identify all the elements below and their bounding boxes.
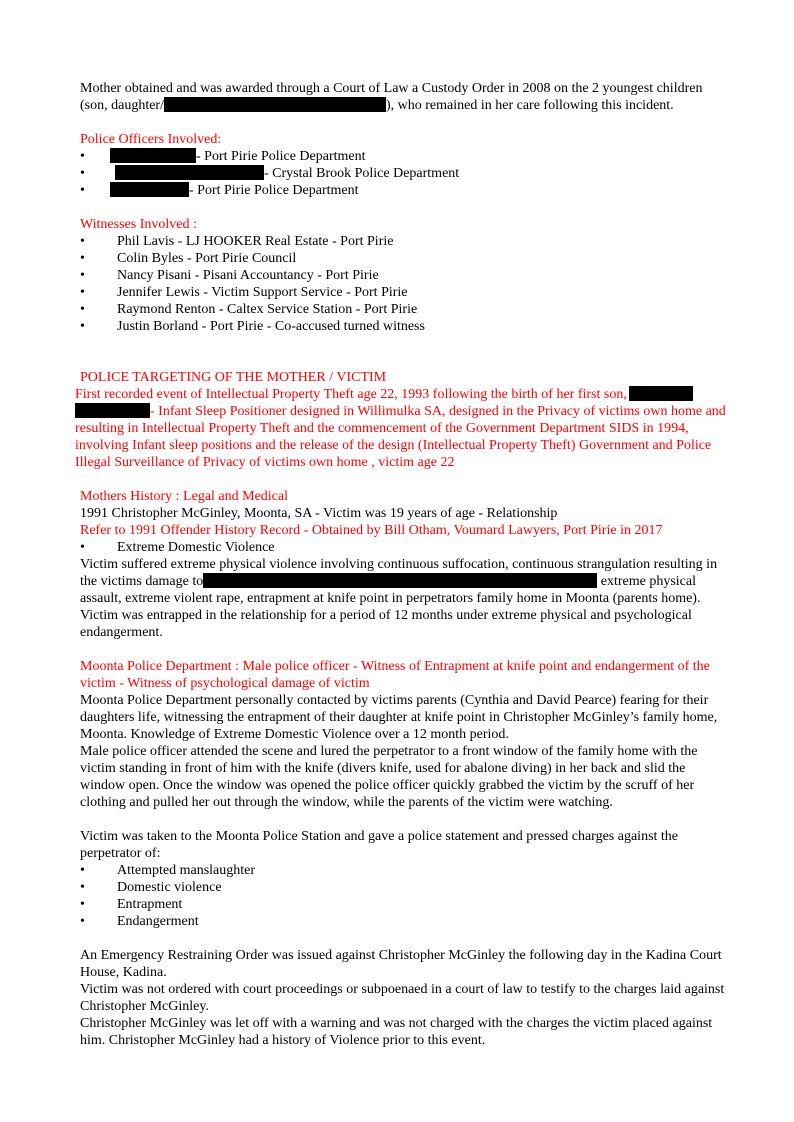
redaction-bar [203,573,597,588]
redaction-bar [629,386,693,401]
targeting-paragraph [75,386,728,471]
targeting-text-end: - Infant Sleep Positioner designed in Willimulka SA, designed in the Privacy of victims own home and resulting in Intellectual Property Theft and the commencement of the Government Department SIDS in 1994, involving Infant sleep positions and the release of the design (Intellectual Property Theft) Government and Police Illegal Surveillance of Privacy of victims own home , victim age 22 [75,404,726,470]
officers-heading: Police Officers Involved: [80,132,222,147]
charge-item [80,862,726,879]
document-page [75,80,726,1049]
bullet-icon: • [80,540,85,555]
history-text: Victim suffered extreme physical violence involving continuous suffocation, continuous strangulation resulting in the victims damage to [80,557,718,589]
history-heading: Mothers History : Legal and Medical [80,489,289,504]
witnesses-list [80,233,726,335]
witness-text: Phil Lavis - LJ HOOKER Real Estate - Port Pirie [117,234,394,249]
moonta-heading: Moonta Police Department : Male police officer - Witness of Entrapment at knife point and endangerment of the victim - Witness of psychological damage of victim [80,659,710,691]
redaction-bar [110,148,196,163]
bullet-icon: • [80,880,85,895]
officer-item [80,182,726,199]
targeting-text: First recorded event of Intellectual Property Theft age 22, 1993 following the birth of her first son, [75,387,627,402]
moonta-paragraph: Victim was taken to the Moonta Police Station and gave a police statement and pressed charges against the perpetrator of: [80,829,679,861]
bullet-icon: • [80,149,85,164]
officer-department: - Crystal Brook Police Department [264,166,460,181]
redaction-bar [164,97,386,112]
charge-text: Entrapment [117,897,183,912]
witness-text: Jennifer Lewis - Victim Support Service - Port Pirie [117,285,408,300]
charge-text: Endangerment [117,914,199,929]
custody-text-end: ), who remained in her care following this incident. [385,98,674,113]
bullet-icon: • [80,897,85,912]
witness-item [80,318,726,335]
custody-paragraph [80,80,726,114]
charge-item [80,896,726,913]
bullet-icon: • [80,863,85,878]
witness-item [80,233,726,250]
history-text-end: extreme physical assault, extreme violent rape, entrapment at knife point in perpetrators family home in Moonta (parents home). Victim was entrapped in the relationship for a period of 12 months under extreme physical and psychological endangerment. [80,574,701,640]
bullet-icon: • [80,183,85,198]
charges-list [80,862,726,930]
moonta-paragraph: Victim was not ordered with court proceedings or subpoenaed in a court of law to testify to the charges laid against Christopher McGinley. [80,982,725,1014]
history-list [80,539,726,556]
bullet-icon: • [80,251,85,266]
witnesses-heading: Witnesses Involved : [80,217,197,232]
moonta-paragraph: Christopher McGinley was let off with a warning and was not charged with the charges the victim placed against him. Christopher McGinley had a history of Violence prior to this event. [80,1016,713,1048]
charge-item [80,913,726,930]
witness-text: Nancy Pisani - Pisani Accountancy - Port Pirie [117,268,379,283]
redaction-bar [115,165,264,180]
bullet-icon: • [80,268,85,283]
witness-item [80,301,726,318]
redaction-bar [75,403,150,418]
witness-item [80,267,726,284]
bullet-icon: • [80,302,85,317]
custody-text: Mother obtained and was awarded through a Court of Law a Custody Order in 2008 on the 2 youngest children (son, daughter/ [80,81,703,113]
officer-item [80,148,726,165]
history-reference: Refer to 1991 Offender History Record - Obtained by Bill Otham, Voumard Lawyers, Port Pirie in 2017 [80,523,663,538]
bullet-icon: • [80,234,85,249]
officer-department: - Port Pirie Police Department [189,183,359,198]
history-paragraph [80,556,726,641]
charge-text: Attempted manslaughter [117,863,256,878]
moonta-paragraph: Moonta Police Department personally contacted by victims parents (Cynthia and David Pearce) fearing for their daughters life, witnessing the entrapment of their daughter at knife point in Christopher McGinley’s family home, Moonta. Knowledge of Extreme Domestic Violence over a 12 month period. [80,693,718,742]
history-item [80,539,726,556]
officer-item [80,165,726,182]
history-bullet-text: Extreme Domestic Violence [117,540,275,555]
officer-department: - Port Pirie Police Department [196,149,366,164]
charge-text: Domestic violence [117,880,222,895]
targeting-heading: POLICE TARGETING OF THE MOTHER / VICTIM [80,370,387,385]
moonta-paragraph: An Emergency Restraining Order was issued against Christopher McGinley the following day in the Kadina Court House, Kadina. [80,948,722,980]
moonta-paragraph: Male police officer attended the scene and lured the perpetrator to a front window of the family home with the victim standing in front of him with the knife (divers knife, used for abalone diving) in her back and slid the window open. Once the window was opened the police officer quickly grabbed the victim by the scruff of her clothing and pulled her out through the window, while the parents of the victim were watching. [80,744,698,810]
redaction-bar [110,182,189,197]
witness-item [80,250,726,267]
officers-list [80,148,726,199]
bullet-icon: • [80,166,85,181]
bullet-icon: • [80,285,85,300]
bullet-icon: • [80,914,85,929]
bullet-icon: • [80,319,85,334]
history-line: 1991 Christopher McGinley, Moonta, SA - Victim was 19 years of age - Relationship [80,506,558,521]
witness-item [80,284,726,301]
charge-item [80,879,726,896]
witness-text: Justin Borland - Port Pirie - Co-accused turned witness [117,319,425,334]
witness-text: Colin Byles - Port Pirie Council [117,251,297,266]
witness-text: Raymond Renton - Caltex Service Station - Port Pirie [117,302,418,317]
